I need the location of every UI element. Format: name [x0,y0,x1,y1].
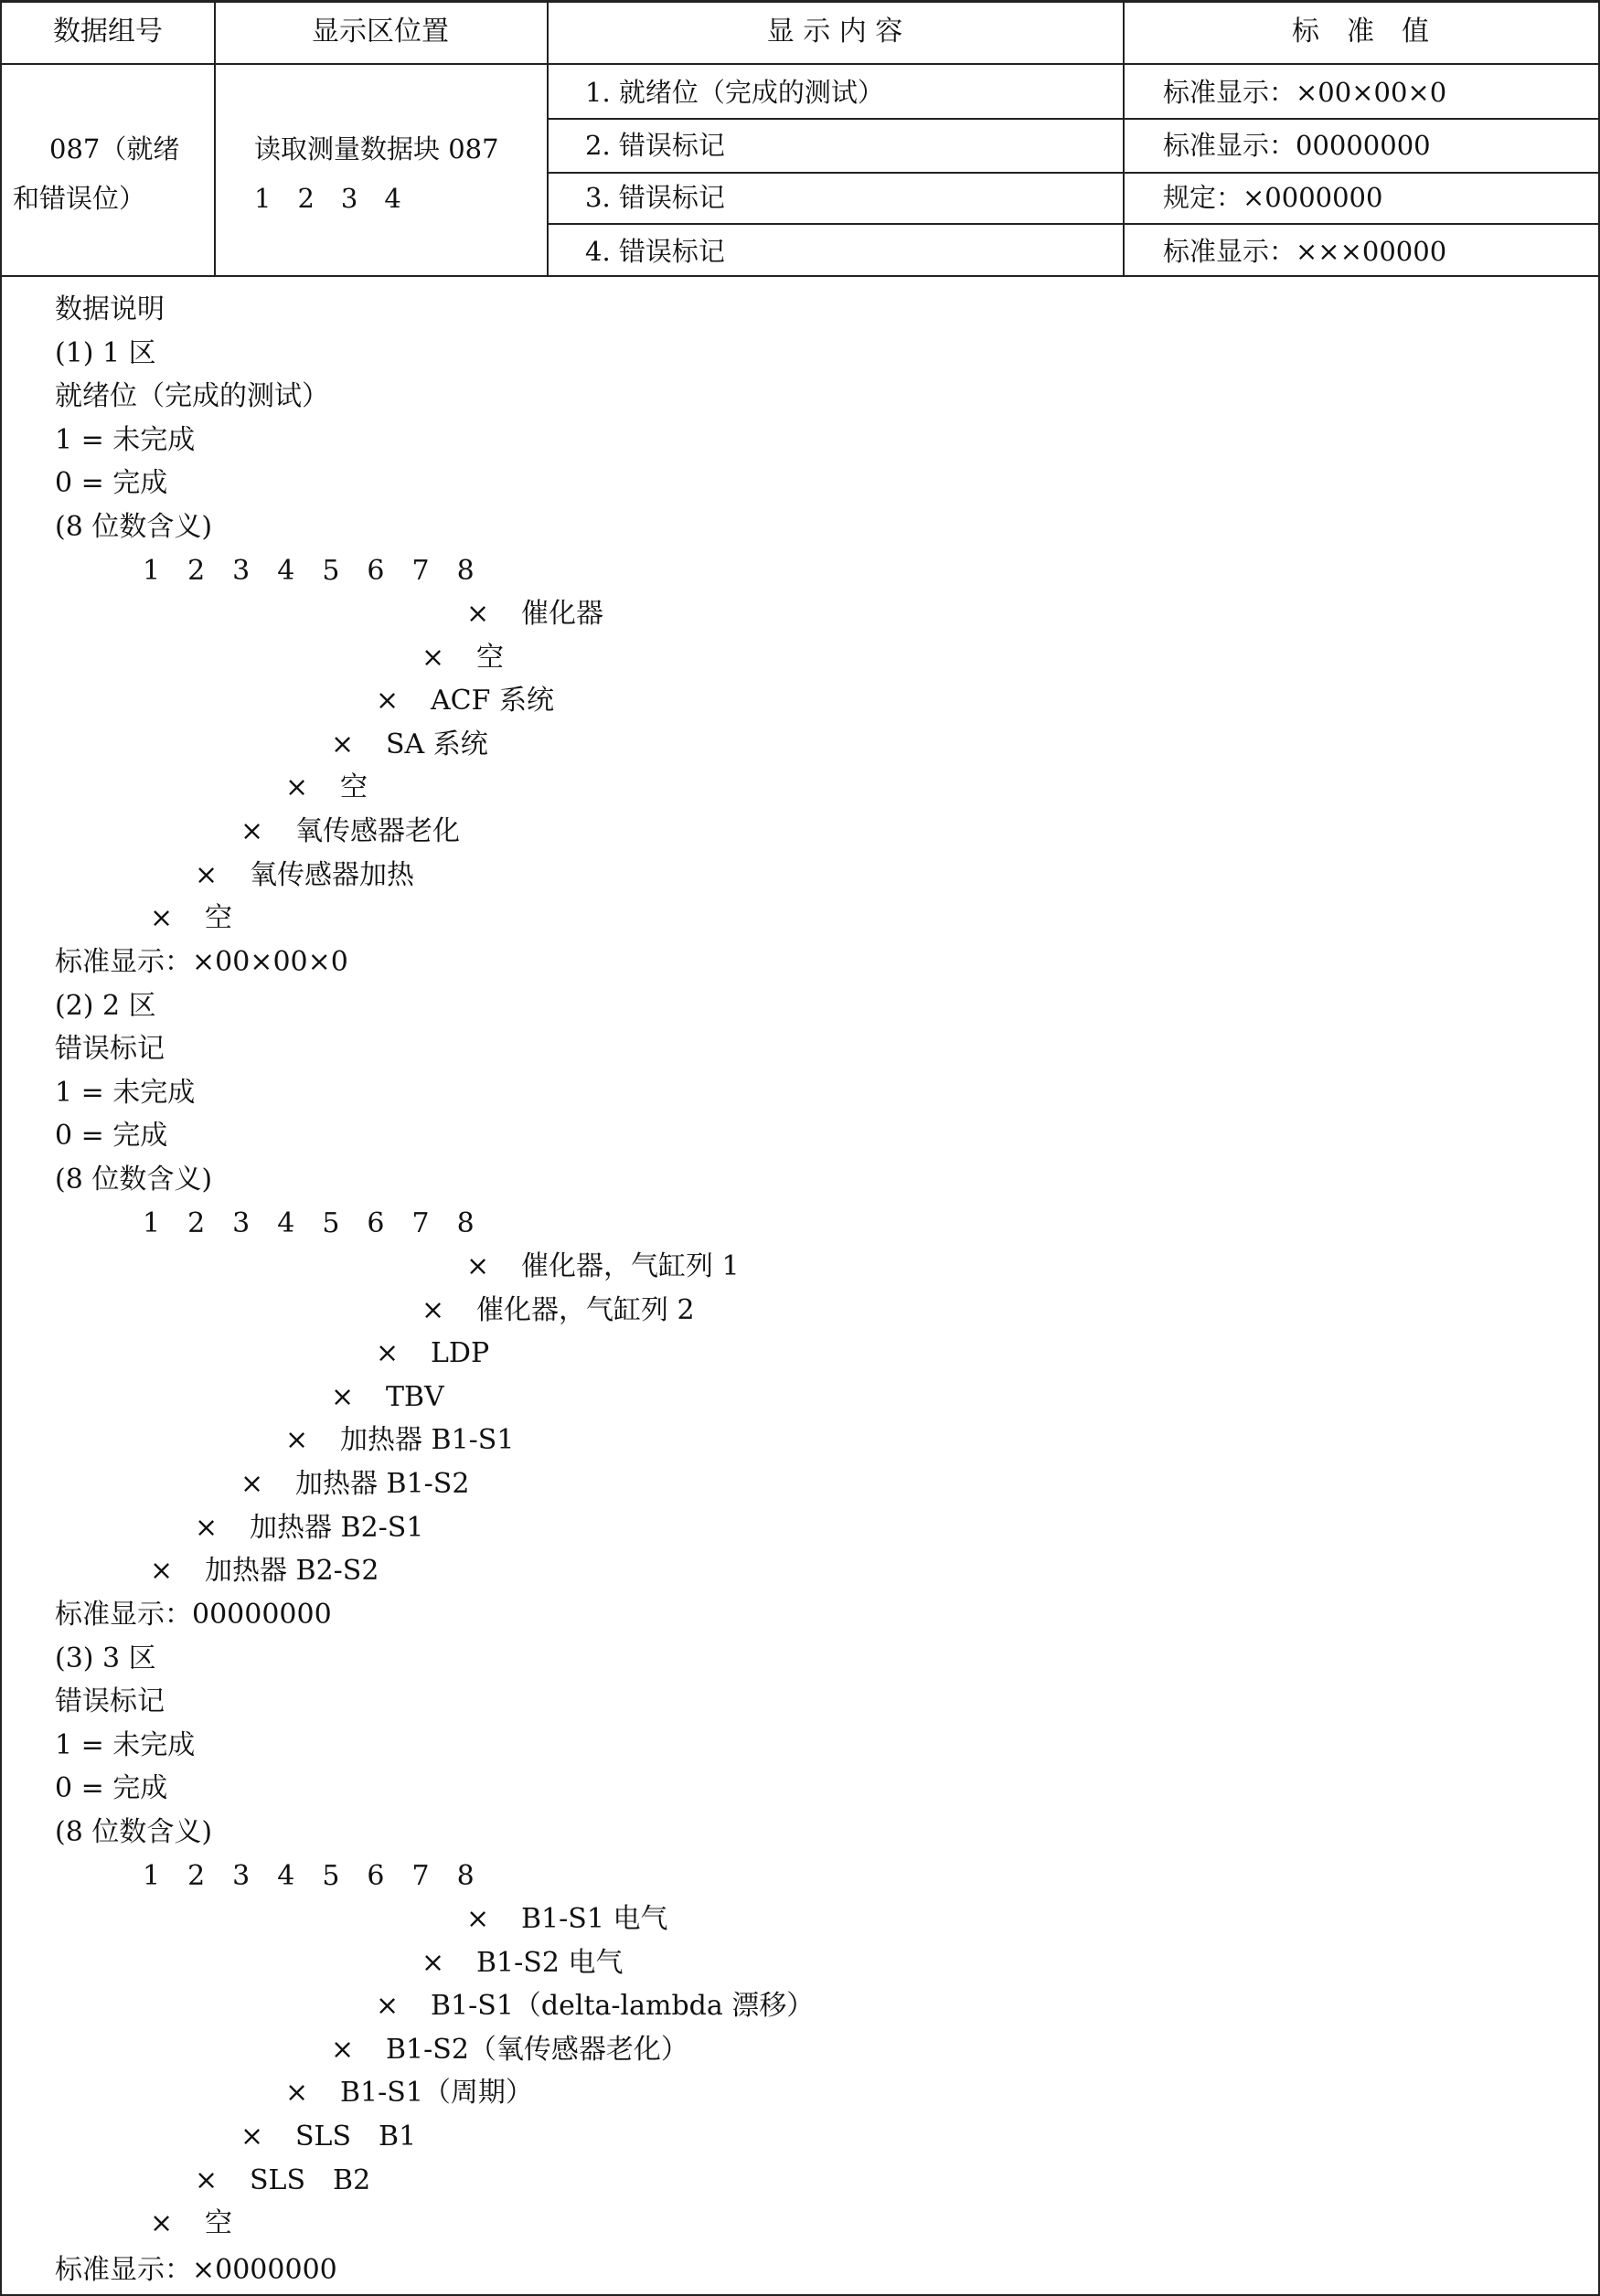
bit-marker-icon: × [376,1990,400,2022]
bit-label: SLS B1 [295,2121,417,2152]
table-row-standard: 标准显示：×00×00×0 [1163,77,1447,108]
bit-label: 空 [205,2207,232,2239]
section-standard-display: 标准显示：00000000 [55,1599,332,1631]
section-heading: (2) 2 区 [55,990,156,1022]
bit-label: 氧传感器老化 [295,815,460,847]
bit-marker-icon: × [150,902,174,934]
bit-marker-icon: × [240,815,264,847]
section-subtitle: 错误标记 [55,1685,165,1717]
table-bottom-border [2,275,1598,277]
section-standard-display: 标准显示：×0000000 [55,2254,337,2286]
table-row-standard: 规定：×0000000 [1163,182,1383,213]
group-number-line1: 087（就绪 [49,133,180,165]
section-heading: (1) 1 区 [55,337,156,369]
bit-label: 催化器，气缸列 2 [476,1294,695,1326]
bit-marker-icon: × [376,685,400,717]
bit-label: 空 [205,902,232,934]
table-row-content: 3. 错误标记 [585,182,725,213]
bit-label: 加热器 B2-S2 [205,1555,379,1587]
table-row-standard: 标准显示：×××00000 [1163,236,1447,267]
row-divider [547,172,1598,174]
location-line1: 读取测量数据块 087 [254,133,499,165]
section-one-meaning: 1 = 未完成 [55,1077,196,1109]
bit-marker-icon: × [331,2034,355,2066]
bit-label: B1-S2 电气 [476,1947,624,1979]
bit-label: 加热器 B2-S1 [250,1512,424,1544]
section-one-meaning: 1 = 未完成 [55,1729,196,1761]
bit-label: 加热器 B1-S1 [340,1424,515,1456]
header-display-location: 显示区位置 [312,16,449,48]
bit-label: B1-S2（氧传感器老化） [386,2034,688,2066]
bit-marker-icon: × [150,2207,174,2239]
row-divider [547,118,1598,120]
bit-marker-icon: × [421,1947,445,1979]
bit-marker-icon: × [150,1555,174,1587]
section-subtitle: 错误标记 [55,1033,165,1065]
bit-label: TBV [386,1381,444,1413]
section-standard-display: 标准显示：×00×00×0 [55,946,348,978]
bit-label: SA 系统 [386,728,488,760]
bit-marker-icon: × [240,1468,264,1500]
header-group-number: 数据组号 [53,16,163,48]
bit-marker-icon: × [466,1903,490,1935]
header-standard-value: 标 准 值 [1292,16,1429,48]
bit-label: LDP [431,1337,490,1369]
bit-label: ACF 系统 [431,685,554,717]
bit-label: B1-S1（周期） [340,2077,533,2109]
bit-position-header: 1 2 3 4 5 6 7 8 [143,1207,475,1239]
bit-marker-icon: × [285,1424,309,1456]
section-one-meaning: 1 = 未完成 [55,424,196,456]
bit-marker-icon: × [285,771,309,803]
section-zero-meaning: 0 = 完成 [55,467,168,499]
bit-label: 氧传感器加热 [250,859,414,891]
bit-marker-icon: × [195,859,219,891]
section-zero-meaning: 0 = 完成 [55,1120,168,1152]
row-divider [547,223,1598,225]
bit-position-header: 1 2 3 4 5 6 7 8 [143,555,475,587]
bit-label: 催化器 [521,598,603,630]
table-row-standard: 标准显示：00000000 [1163,130,1431,161]
location-line2: 1 2 3 4 [254,183,401,214]
header-display-content: 显 示 内 容 [766,16,903,48]
bit-marker-icon: × [421,642,445,674]
bit-marker-icon: × [240,2121,264,2152]
section-bits-meaning: (8 位数含义) [55,511,213,543]
bit-marker-icon: × [376,1337,400,1369]
bit-label: B1-S1（delta-lambda 漂移） [431,1990,815,2022]
bit-marker-icon: × [466,598,490,630]
section-heading: (3) 3 区 [55,1642,156,1674]
bit-label: SLS B2 [250,2164,371,2196]
bit-position-header: 1 2 3 4 5 6 7 8 [143,1860,475,1892]
bit-marker-icon: × [195,1512,219,1544]
group-number-line2: 和错误位） [13,183,146,214]
bit-marker-icon: × [195,2164,219,2196]
bit-marker-icon: × [331,728,355,760]
bit-label: 空 [476,642,504,674]
bit-marker-icon: × [331,1381,355,1413]
description-title: 数据说明 [55,293,165,325]
bit-label: 空 [340,771,368,803]
section-subtitle: 就绪位（完成的测试） [55,380,329,412]
table-row-content: 1. 就绪位（完成的测试） [585,77,884,108]
table-row-content: 2. 错误标记 [585,130,725,161]
bit-marker-icon: × [285,2077,309,2109]
bit-label: 催化器，气缸列 1 [521,1250,740,1282]
section-bits-meaning: (8 位数含义) [55,1164,213,1196]
bit-marker-icon: × [421,1294,445,1326]
section-zero-meaning: 0 = 完成 [55,1772,168,1804]
header-divider [2,63,1598,65]
bit-label: B1-S1 电气 [521,1903,668,1935]
bit-marker-icon: × [466,1250,490,1282]
section-bits-meaning: (8 位数含义) [55,1816,213,1848]
bit-label: 加热器 B1-S2 [295,1468,470,1500]
table-row-content: 4. 错误标记 [585,236,725,267]
